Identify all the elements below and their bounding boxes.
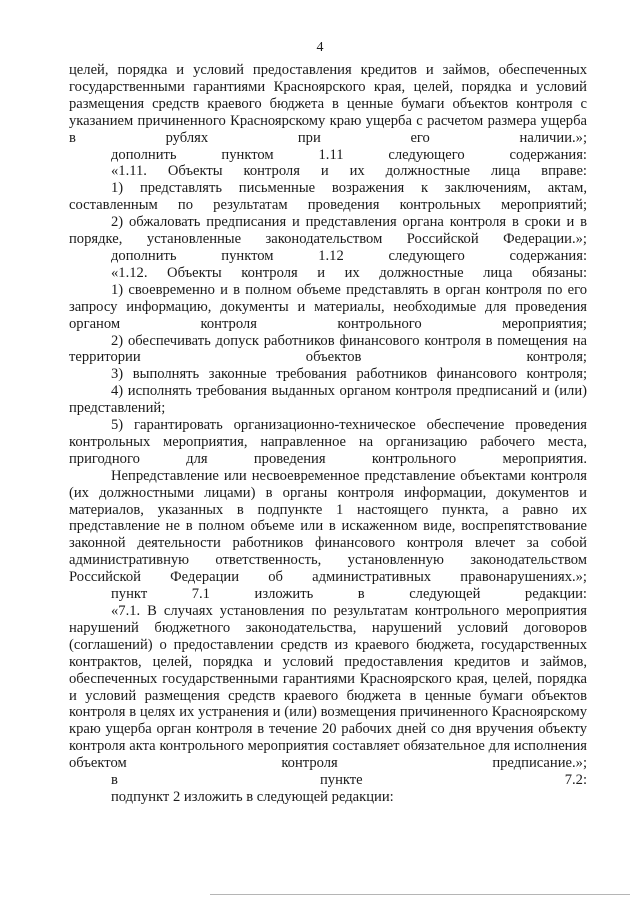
document-body xyxy=(69,62,587,806)
paragraph-5: 2) обжаловать предписания и представления органа контроля в сроки и в порядке, установленные законодательством Российской Федерации.»; xyxy=(69,214,587,248)
paragraph-9: 2) обеспечивать допуск работников финансового контроля в помещения на территории объектов контроля; xyxy=(69,332,587,366)
page-bottom-rule xyxy=(210,894,630,895)
paragraph-3: «1.11. Объекты контроля и их должностные лица вправе: xyxy=(111,163,587,180)
paragraph-8: 1) своевременно и в полном объеме представлять в орган контроля по его запросу информацию, документы и материалы, необходимые для проведения органом контроля контрольного мероприятия; xyxy=(69,281,587,332)
paragraph-15: «7.1. В случаях установления по результатам контрольного мероприятия нарушений бюджетного законодательства, нарушений условий договоров (соглашений) о предоставлении средств из краевого бюджета, государственных контрактов, целей, порядка и условий предоставления кредитов и займов, обеспеченных государственными гарантиями Красноярского края, целей, порядка и условий размещения средств краевого бюджета в ценные бумаги объектов контроля в целях их устранения и (или) возмещения причиненного Красноярскому краю ущерба орган контроля в течение 20 рабочих дней со дня вручения объекту контроля акта контрольного мероприятия составляет обязательное для исполнения объектом контроля предписание.»; xyxy=(69,603,587,772)
paragraph-17: подпункт 2 изложить в следующей редакции: xyxy=(111,788,394,805)
paragraph-10: 3) выполнять законные требования работников финансового контроля; xyxy=(111,366,587,383)
paragraph-11: 4) исполнять требования выданных органом контроля предписаний и (или) представлений; xyxy=(69,383,587,417)
paragraph-1: целей, порядка и условий предоставления кредитов и займов, обеспеченных государственными гарантиями Красноярского края, целей, порядка и условий размещения средств краевого бюджета в ценные бумаги объектов контроля с указанием причиненного Красноярскому краю ущерба с расчетом размера ущерба в рублях при его наличии.»; xyxy=(69,62,587,146)
page-number: 4 xyxy=(316,40,324,55)
paragraph-12: 5) гарантировать организационно-техническое обеспечение проведения контрольных мероприятия, направленное на организацию рабочего места, пригодного для проведения контрольного мероприятия. xyxy=(69,417,587,467)
paragraph-16: в пункте 7.2: xyxy=(111,772,587,789)
paragraph-2: дополнить пунктом 1.11 следующего содержания: xyxy=(111,146,587,163)
paragraph-7: «1.12. Объекты контроля и их должностные лица обязаны: xyxy=(111,264,587,281)
paragraph-13: Непредставление или несвоевременное представление объектами контроля (их должностными лицами) в органы контроля информации, документов и материалов, указанных в подпункте 1 настоящего пункта, а равно их представление не в полном объеме или в искаженном виде, воспрепятствование законной деятельности работников финансового контроля влечет за собой административную ответственность, установленную законодательством Российской Федерации об административных правонарушениях.»; xyxy=(69,467,587,586)
paragraph-14: пункт 7.1 изложить в следующей редакции: xyxy=(111,586,587,603)
paragraph-4: 1) представлять письменные возражения к заключениям, актам, составленным по результатам проведения контрольных мероприятий; xyxy=(69,180,587,214)
paragraph-6: дополнить пунктом 1.12 следующего содержания: xyxy=(111,247,587,264)
